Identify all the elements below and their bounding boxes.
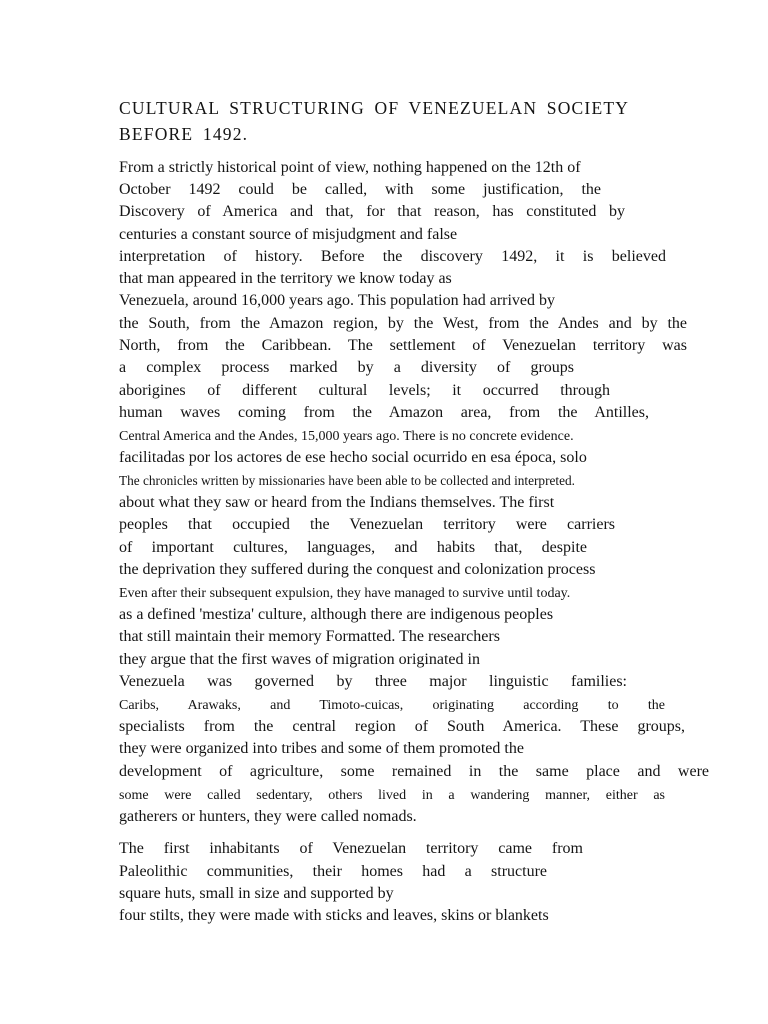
body-line: that still maintain their memory Formatted. The researchers <box>119 628 500 645</box>
body-line: they were organized into tribes and some of them promoted the <box>119 740 524 757</box>
body-line: The chronicles written by missionaries have been able to be collected and interpreted. <box>119 473 575 488</box>
body-line: Venezuela was governed by three major linguistic families: <box>119 673 627 690</box>
body-line: a complex process marked by a diversity of groups <box>119 359 574 376</box>
body-line: Paleolithic communities, their homes had a structure <box>119 863 547 880</box>
body-line: gatherers or hunters, they were called nomads. <box>119 808 417 825</box>
body-line: centuries a constant source of misjudgment and false <box>119 226 458 243</box>
body-line: they argue that the first waves of migration originated in <box>119 651 480 668</box>
body-line: facilitadas por los actores de ese hecho social ocurrido en esa época, solo <box>119 449 587 466</box>
body-line: Discovery of America and that, for that reason, has constituted by <box>119 203 625 220</box>
body-line: that man appeared in the territory we know today as <box>119 270 452 287</box>
title-line: CULTURAL STRUCTURING OF VENEZUELAN SOCIETY <box>119 98 630 118</box>
body-line: The first inhabitants of Venezuelan territory came from <box>119 840 583 857</box>
body-line: October 1492 could be called, with some justification, the <box>119 181 601 198</box>
body-line: of important cultures, languages, and habits that, despite <box>119 539 587 556</box>
body-line: interpretation of history. Before the discovery 1492, it is believed <box>119 248 666 265</box>
body-line: as a defined 'mestiza' culture, although there are indigenous peoples <box>119 606 554 623</box>
body-line: Caribs, Arawaks, and Timoto-cuicas, originating according to the <box>119 698 665 713</box>
body-line: human waves coming from the Amazon area, from the Antilles, <box>119 404 649 421</box>
body-line: Central America and the Andes, 15,000 years ago. There is no concrete evidence. <box>119 429 574 444</box>
body-line: peoples that occupied the Venezuelan territory were carriers <box>119 516 615 533</box>
body-line: Venezuela, around 16,000 years ago. This population had arrived by <box>119 292 556 309</box>
body-line: development of agriculture, some remained in the same place and were <box>119 763 709 780</box>
body-line: the South, from the Amazon region, by the West, from the Andes and by the <box>119 315 687 332</box>
body-line: aborigines of different cultural levels; it occurred through <box>119 382 610 399</box>
body-line: North, from the Caribbean. The settlement of Venezuelan territory was <box>119 337 687 354</box>
body-line: some were called sedentary, others lived in a wandering manner, either as <box>119 788 665 803</box>
title-line: BEFORE 1492. <box>119 124 249 144</box>
body-line: four stilts, they were made with sticks and leaves, skins or blankets <box>119 907 549 924</box>
body-line: square huts, small in size and supported by <box>119 885 394 902</box>
body-line: Even after their subsequent expulsion, they have managed to survive until today. <box>119 586 571 601</box>
document-title <box>119 95 679 147</box>
body-line: From a strictly historical point of view, nothing happened on the 12th of <box>119 159 581 176</box>
body-line: about what they saw or heard from the Indians themselves. The first <box>119 494 555 511</box>
body-line: the deprivation they suffered during the conquest and colonization process <box>119 561 596 578</box>
body-line: specialists from the central region of South America. These groups, <box>119 718 685 735</box>
